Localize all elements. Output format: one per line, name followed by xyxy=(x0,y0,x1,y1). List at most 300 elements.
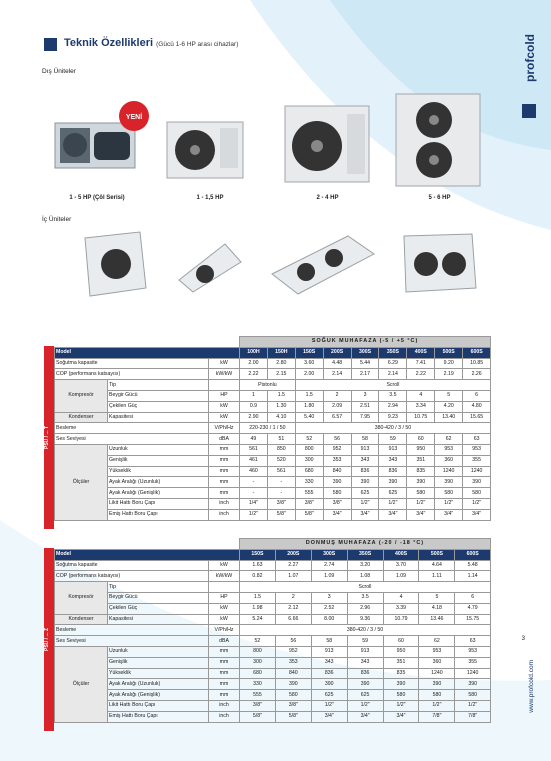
row-unit: dBA xyxy=(209,434,240,445)
cell: 3/4" xyxy=(311,711,347,722)
cell: 561 xyxy=(267,466,295,477)
model-600s: 600S xyxy=(455,549,491,560)
cell: 2 xyxy=(275,592,311,603)
table2-row-liquid-pipe xyxy=(55,700,491,711)
row-label: Emiş Hattı Boru Çapı xyxy=(108,711,209,722)
row-unit: kW/kW xyxy=(209,571,240,582)
cell: 7.95 xyxy=(351,412,379,423)
table2-row-suction-pipe xyxy=(55,711,491,722)
cell: 2.80 xyxy=(267,358,295,369)
cell: 1240 xyxy=(419,668,455,679)
cell: 3.20 xyxy=(347,560,383,571)
brand-logo-mark xyxy=(522,104,536,118)
cell: 835 xyxy=(383,668,419,679)
row-label: Soğutma kapasite xyxy=(55,358,209,369)
cell: 56 xyxy=(275,636,311,647)
table1-row-type xyxy=(55,380,491,391)
cell: 7/8" xyxy=(419,711,455,722)
new-badge-text: YENİ xyxy=(125,114,143,121)
table1-row-liquid-pipe xyxy=(55,498,491,509)
row-unit: V/Ph/Hz xyxy=(209,423,240,434)
cell: 953 xyxy=(419,646,455,657)
cell: 10.79 xyxy=(383,614,419,625)
cell: - xyxy=(267,488,295,499)
table2-row-length xyxy=(55,646,491,657)
supply-three: 380-420 / 3 / 50 xyxy=(295,423,490,434)
table2-title: DONMUŞ MUHAFAZA (-20 / -18 °C) xyxy=(240,539,491,550)
table1-row-capacity xyxy=(55,358,491,369)
cell: 836 xyxy=(347,668,383,679)
table2-row-supply xyxy=(55,625,491,636)
cell: 4.10 xyxy=(267,412,295,423)
cell: 3.5 xyxy=(379,390,407,401)
cell: 3/4" xyxy=(351,509,379,520)
type-scroll: Scroll xyxy=(295,380,490,391)
cell: 13.40 xyxy=(435,412,463,423)
cell: 580 xyxy=(323,488,351,499)
cell: 63 xyxy=(463,434,491,445)
cell: 5 xyxy=(419,592,455,603)
table1-row-cop xyxy=(55,369,491,380)
model-200s: 200S xyxy=(323,347,351,358)
cell: 580 xyxy=(463,488,491,499)
cell: 52 xyxy=(295,434,323,445)
cell: 390 xyxy=(275,679,311,690)
cell: 913 xyxy=(347,646,383,657)
cell: 1.14 xyxy=(455,571,491,582)
row-unit: dBA xyxy=(209,636,240,647)
table2-sidebar-label: PSU / ... Z xyxy=(44,627,50,652)
cell: 390 xyxy=(347,679,383,690)
row-label: Ses Seviyesi xyxy=(55,636,209,647)
cell: 2 xyxy=(323,390,351,401)
row-unit: HP xyxy=(209,592,240,603)
cell: 1.5 xyxy=(295,390,323,401)
cell: 5/8" xyxy=(275,711,311,722)
row-unit: mm xyxy=(209,488,240,499)
cell: 390 xyxy=(383,679,419,690)
brand-logo-text: profcold xyxy=(523,34,537,82)
table1-row-width xyxy=(55,455,491,466)
cell: 580 xyxy=(419,690,455,701)
outdoor-unit-large-image xyxy=(394,92,482,188)
cell: 2.22 xyxy=(240,369,268,380)
cell: 5.40 xyxy=(295,412,323,423)
cell: 0.82 xyxy=(240,571,276,582)
row-unit: mm xyxy=(209,477,240,488)
cell: 59 xyxy=(379,434,407,445)
table2-row-capacity xyxy=(55,560,491,571)
cell: 625 xyxy=(351,488,379,499)
table2-row-height xyxy=(55,668,491,679)
cell: - xyxy=(267,477,295,488)
cell: 1/2" xyxy=(463,498,491,509)
cell: 952 xyxy=(275,646,311,657)
cell: 390 xyxy=(463,477,491,488)
row-label: Genişlik xyxy=(108,455,209,466)
cell: 9.36 xyxy=(347,614,383,625)
cell: 950 xyxy=(383,646,419,657)
table2-row-condenser xyxy=(55,614,491,625)
row-label: Likit Hattı Boru Çapı xyxy=(108,498,209,509)
model-350s: 350S xyxy=(379,347,407,358)
cell: 62 xyxy=(435,434,463,445)
table1-row-power xyxy=(55,401,491,412)
table1-row-foot-length xyxy=(55,477,491,488)
cell: 13.46 xyxy=(419,614,455,625)
evaporator-unit-1-image xyxy=(80,230,150,300)
row-unit: inch xyxy=(209,509,240,520)
row-unit: kW xyxy=(209,603,240,614)
cell: 390 xyxy=(419,679,455,690)
outdoor-unit-small-image xyxy=(165,118,245,180)
cell: 460 xyxy=(240,466,268,477)
outdoor-label: Dış Üniteler xyxy=(42,68,76,75)
cell: 4.79 xyxy=(455,603,491,614)
cell: 950 xyxy=(407,444,435,455)
table2-row-noise xyxy=(55,636,491,647)
cell: 800 xyxy=(295,444,323,455)
title-marker xyxy=(44,38,57,51)
cell: 1/2" xyxy=(435,498,463,509)
cell: - xyxy=(240,488,268,499)
table1-title: SOĞUK MUHAFAZA (-5 / +5 °C) xyxy=(240,337,491,348)
model-150s: 150S xyxy=(295,347,323,358)
caption-outdoor-3: 2 - 4 HP xyxy=(316,195,339,201)
row-label: Ayak Aralığı (Uzunluk) xyxy=(108,477,209,488)
model-100h: 100H xyxy=(240,347,268,358)
cell: 1.07 xyxy=(275,571,311,582)
evaporator-unit-4-image xyxy=(400,232,480,294)
cell: 4 xyxy=(407,390,435,401)
cell: 1240 xyxy=(463,466,491,477)
row-unit: V/Ph/Hz xyxy=(209,625,240,636)
row-unit: kW xyxy=(209,560,240,571)
cell: 2.27 xyxy=(275,560,311,571)
cell: 3/8" xyxy=(267,498,295,509)
cell: 1.09 xyxy=(383,571,419,582)
evaporator-unit-2-image xyxy=(175,240,245,295)
model-150h: 150H xyxy=(267,347,295,358)
cell: 913 xyxy=(311,646,347,657)
model-350s: 350S xyxy=(347,549,383,560)
cell: 913 xyxy=(379,444,407,455)
cell: 953 xyxy=(435,444,463,455)
cell: 5/8" xyxy=(295,509,323,520)
type-piston: Pistonlu xyxy=(240,380,296,391)
model-500s: 500S xyxy=(419,549,455,560)
cell: 625 xyxy=(347,690,383,701)
cell: 1/2" xyxy=(419,700,455,711)
cell: 836 xyxy=(311,668,347,679)
cell: 5 xyxy=(435,390,463,401)
cell: 5.44 xyxy=(351,358,379,369)
row-label: Yükseklik xyxy=(108,668,209,679)
row-label: Genişlik xyxy=(108,657,209,668)
cell: 9.20 xyxy=(435,358,463,369)
cell: 5/8" xyxy=(240,711,276,722)
website-link[interactable]: www.profcold.com xyxy=(528,660,535,713)
table2-row-cop xyxy=(55,571,491,582)
cell: 353 xyxy=(275,657,311,668)
cell: 58 xyxy=(351,434,379,445)
cell: 4.20 xyxy=(435,401,463,412)
cell: 836 xyxy=(351,466,379,477)
cell: 461 xyxy=(240,455,268,466)
row-label: Yükseklik xyxy=(108,466,209,477)
row-label: Beygir Gücü xyxy=(108,592,209,603)
cell: 1.09 xyxy=(311,571,347,582)
group-condenser: Kondenser xyxy=(55,614,108,625)
row-unit: inch xyxy=(209,700,240,711)
cell: 2.96 xyxy=(347,603,383,614)
cell: 15.75 xyxy=(455,614,491,625)
model-500s: 500S xyxy=(435,347,463,358)
table1-sidebar-label: PSU / ... T xyxy=(44,425,50,450)
cell: 1/2" xyxy=(407,498,435,509)
cell: 2.00 xyxy=(240,358,268,369)
cell: 3 xyxy=(351,390,379,401)
row-unit: mm xyxy=(209,646,240,657)
cell: 300 xyxy=(295,455,323,466)
cell: 60 xyxy=(383,636,419,647)
table2-row-hp xyxy=(55,592,491,603)
page-number: 3 xyxy=(521,636,525,642)
cell: 3.60 xyxy=(295,358,323,369)
row-label: Ayak Aralığı (Genişlik) xyxy=(108,488,209,499)
row-label: Likit Hattı Boru Çapı xyxy=(108,700,209,711)
row-label: Çekilen Güç xyxy=(108,401,209,412)
cell: 343 xyxy=(351,455,379,466)
row-label: Besleme xyxy=(55,423,209,434)
cell: 2.94 xyxy=(379,401,407,412)
cell: 1.63 xyxy=(240,560,276,571)
table2-row-type xyxy=(55,582,491,593)
row-unit: kW/kW xyxy=(209,369,240,380)
group-condenser: Kondenser xyxy=(55,412,108,423)
cell: 680 xyxy=(240,668,276,679)
cell: 953 xyxy=(463,444,491,455)
table1-row-supply xyxy=(55,423,491,434)
model-200s: 200S xyxy=(275,549,311,560)
cell: 1/2" xyxy=(351,498,379,509)
group-compressor: Kompresör xyxy=(55,582,108,614)
row-label: Kapasitesi xyxy=(108,614,209,625)
cell: 3.39 xyxy=(383,603,419,614)
cell: 2.14 xyxy=(323,369,351,380)
cell: 3/8" xyxy=(240,700,276,711)
cell: 7.41 xyxy=(407,358,435,369)
row-label: Tip xyxy=(108,582,209,593)
cell: 6 xyxy=(463,390,491,401)
table1-row-length xyxy=(55,444,491,455)
model-300s: 300S xyxy=(311,549,347,560)
cell: 1240 xyxy=(435,466,463,477)
row-label: Uzunluk xyxy=(108,444,209,455)
cell: 1/2" xyxy=(383,700,419,711)
cell: 360 xyxy=(419,657,455,668)
cell: 580 xyxy=(407,488,435,499)
row-label: Çekilen Güç xyxy=(108,603,209,614)
row-unit: inch xyxy=(209,711,240,722)
cell: 555 xyxy=(240,690,276,701)
cell: 390 xyxy=(407,477,435,488)
cell: 1240 xyxy=(455,668,491,679)
outdoor-unit-medium-image xyxy=(283,104,371,184)
row-label: COP (performans katsayısı) xyxy=(55,571,209,582)
cell: 351 xyxy=(383,657,419,668)
cell: 3.70 xyxy=(383,560,419,571)
row-unit: mm xyxy=(209,679,240,690)
cell: 625 xyxy=(379,488,407,499)
cell: 561 xyxy=(240,444,268,455)
cell: 3/4" xyxy=(383,711,419,722)
evaporator-unit-3-image xyxy=(268,232,378,297)
table2-model-label: Model xyxy=(55,549,240,560)
model-400s: 400S xyxy=(407,347,435,358)
cell: 580 xyxy=(435,488,463,499)
row-unit: kW xyxy=(209,358,240,369)
cell: 580 xyxy=(383,690,419,701)
cell: 850 xyxy=(267,444,295,455)
cell: 1 xyxy=(240,390,268,401)
cell: 330 xyxy=(295,477,323,488)
row-unit: mm xyxy=(209,455,240,466)
group-dimensions: Ölçüler xyxy=(55,444,108,520)
cell: 56 xyxy=(323,434,351,445)
row-label: Ayak Aralığı (Uzunluk) xyxy=(108,679,209,690)
table1-model-label: Model xyxy=(55,347,240,358)
cell: 1.98 xyxy=(240,603,276,614)
cell: 2.17 xyxy=(351,369,379,380)
row-label: COP (performans katsayısı) xyxy=(55,369,209,380)
cell: 2.14 xyxy=(379,369,407,380)
new-badge xyxy=(118,100,150,132)
title-subtitle: (Gücü 1-6 HP arası cihazlar) xyxy=(156,41,239,48)
table1-row-suction-pipe xyxy=(55,509,491,520)
cell: 5.48 xyxy=(455,560,491,571)
cell: 3/8" xyxy=(295,498,323,509)
table2-row-foot-width xyxy=(55,690,491,701)
cell: 2.12 xyxy=(275,603,311,614)
cell: 330 xyxy=(240,679,276,690)
cell: 3/4" xyxy=(347,711,383,722)
cell: 2.00 xyxy=(295,369,323,380)
cell: 580 xyxy=(455,690,491,701)
cell: 3 xyxy=(311,592,347,603)
cold-storage-table xyxy=(54,336,491,521)
cell: 2.19 xyxy=(435,369,463,380)
cell: 60 xyxy=(407,434,435,445)
cell: 6.66 xyxy=(275,614,311,625)
row-label: Ses Seviyesi xyxy=(55,434,209,445)
cell: 2.51 xyxy=(351,401,379,412)
cell: 52 xyxy=(240,636,276,647)
model-300s: 300S xyxy=(351,347,379,358)
page-title xyxy=(64,37,238,49)
row-unit: mm xyxy=(209,690,240,701)
row-label: Beygir Gücü xyxy=(108,390,209,401)
cell: 580 xyxy=(275,690,311,701)
cell: 3.34 xyxy=(407,401,435,412)
cell: 360 xyxy=(435,455,463,466)
row-unit: HP xyxy=(209,390,240,401)
row-label: Uzunluk xyxy=(108,646,209,657)
cell: 1.5 xyxy=(240,592,276,603)
cell: 15.65 xyxy=(463,412,491,423)
cell: 62 xyxy=(419,636,455,647)
cell: 3/4" xyxy=(379,509,407,520)
cell: 0.9 xyxy=(240,401,268,412)
cell: 59 xyxy=(347,636,383,647)
type-scroll: Scroll xyxy=(240,582,491,593)
cell: 58 xyxy=(311,636,347,647)
cell: 1/2" xyxy=(240,509,268,520)
caption-outdoor-1: 1 - 5 HP (Çöl Serisi) xyxy=(69,195,125,201)
row-unit: mm xyxy=(209,657,240,668)
table1-row-height xyxy=(55,466,491,477)
cell: 913 xyxy=(351,444,379,455)
cell: 343 xyxy=(379,455,407,466)
cell: 555 xyxy=(295,488,323,499)
cell: 1.5 xyxy=(267,390,295,401)
row-label: Kapasitesi xyxy=(108,412,209,423)
cell: 520 xyxy=(267,455,295,466)
title-main: Teknik Özellikleri xyxy=(64,37,154,49)
cell: 390 xyxy=(351,477,379,488)
row-label: Ayak Aralığı (Genişlik) xyxy=(108,690,209,701)
cell: 1.08 xyxy=(347,571,383,582)
cell: 63 xyxy=(455,636,491,647)
cell: 49 xyxy=(240,434,268,445)
cell: 840 xyxy=(323,466,351,477)
model-400s: 400S xyxy=(383,549,419,560)
cell: 1/2" xyxy=(311,700,347,711)
table1-row-hp xyxy=(55,390,491,401)
cell: 5/8" xyxy=(267,509,295,520)
row-unit: mm xyxy=(209,668,240,679)
cell: 4 xyxy=(383,592,419,603)
cell: 9.23 xyxy=(379,412,407,423)
caption-outdoor-2: 1 - 1,5 HP xyxy=(196,195,224,201)
cell: 680 xyxy=(295,466,323,477)
table1-row-condenser xyxy=(55,412,491,423)
cell: 2.09 xyxy=(323,401,351,412)
row-unit: mm xyxy=(209,466,240,477)
cell: 1.11 xyxy=(419,571,455,582)
cell: 952 xyxy=(323,444,351,455)
cell: 3/4" xyxy=(463,509,491,520)
cell: 355 xyxy=(463,455,491,466)
cell: 2.22 xyxy=(407,369,435,380)
cell: 1/2" xyxy=(455,700,491,711)
cell: 353 xyxy=(323,455,351,466)
supply-three: 380-420 / 3 / 50 xyxy=(240,625,491,636)
cell: 836 xyxy=(379,466,407,477)
group-dimensions: Ölçüler xyxy=(55,646,108,722)
group-compressor: Kompresör xyxy=(55,380,108,412)
cell: 3/8" xyxy=(323,498,351,509)
cell: 1.80 xyxy=(295,401,323,412)
table2-row-power xyxy=(55,603,491,614)
cell: 343 xyxy=(347,657,383,668)
cell: 51 xyxy=(267,434,295,445)
cell: 4.80 xyxy=(463,401,491,412)
cell: 6 xyxy=(455,592,491,603)
table2-row-foot-length xyxy=(55,679,491,690)
model-600s: 600S xyxy=(463,347,491,358)
indoor-label: İç Üniteler xyxy=(42,216,72,223)
